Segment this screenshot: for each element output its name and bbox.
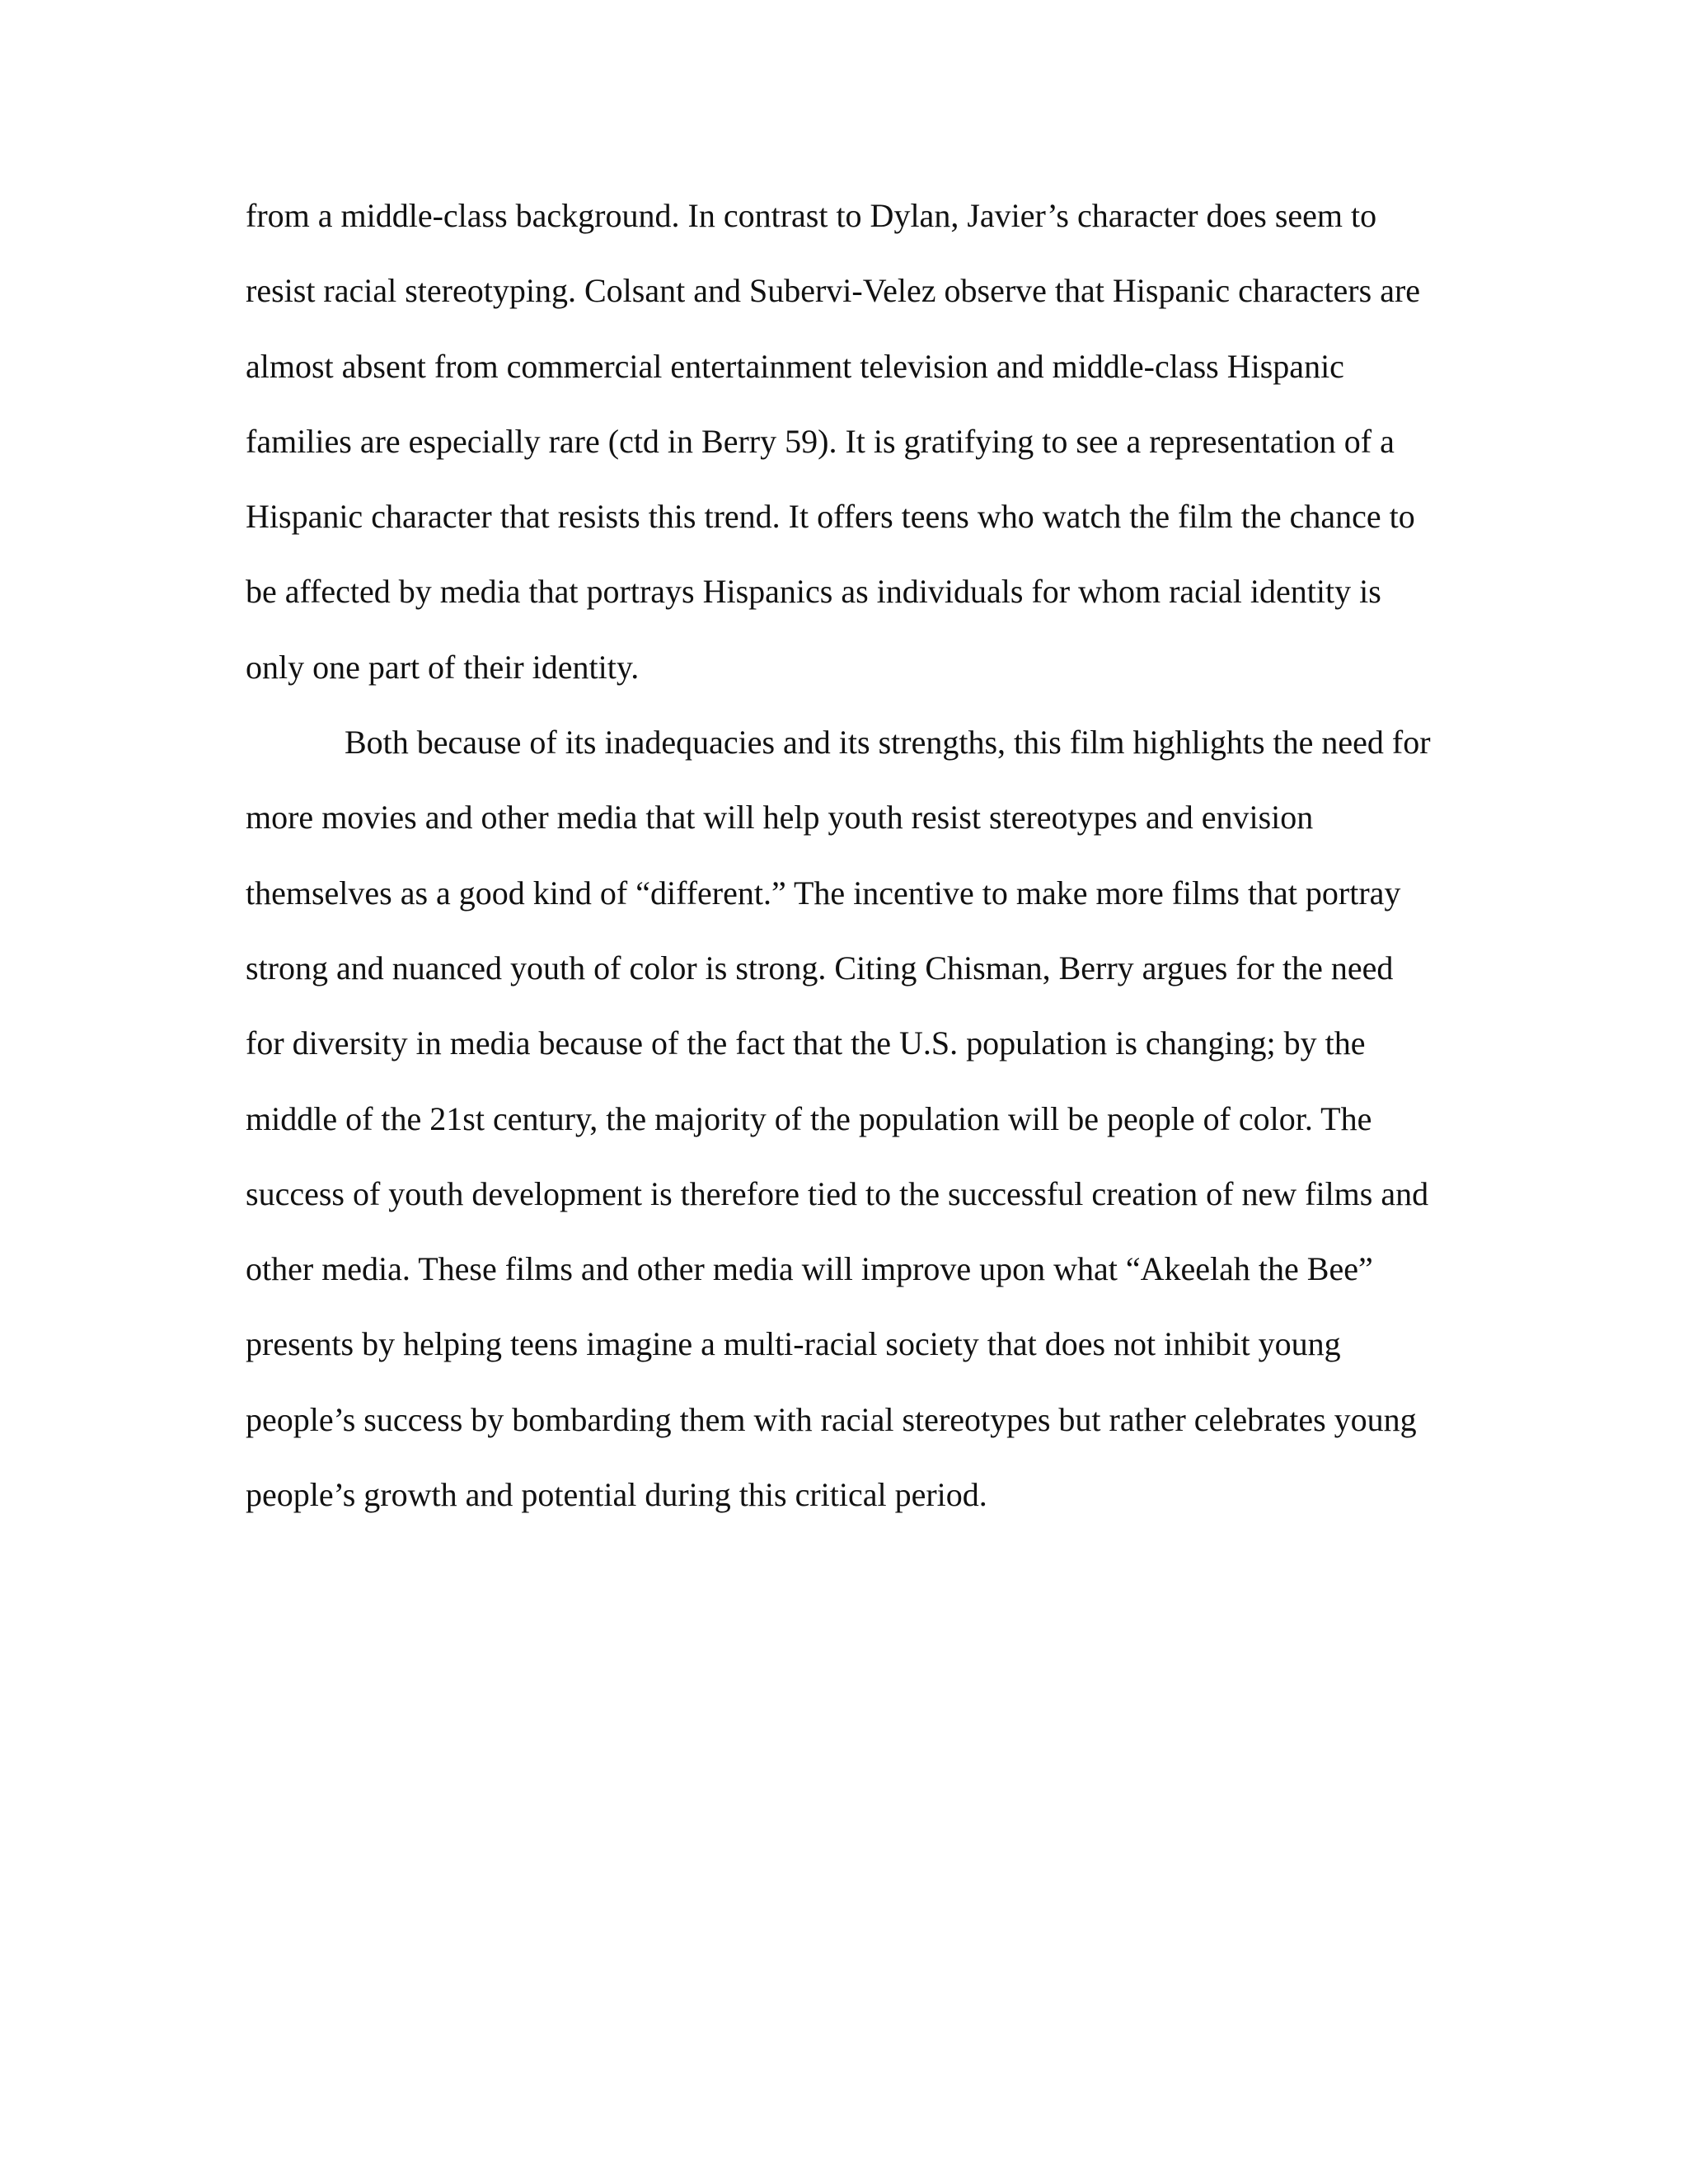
text-line: themselves as a good kind of “different.” The incentive to make more films that portray — [246, 874, 1401, 912]
text-line: more movies and other media that will help youth resist stereotypes and envision — [246, 799, 1314, 837]
paragraph-2 — [246, 719, 1457, 1547]
text-line: strong and nuanced youth of color is strong. Citing Chisman, Berry argues for the need — [246, 949, 1394, 987]
body-text — [246, 193, 1457, 1547]
text-line: presents by helping teens imagine a multi-racial society that does not inhibit young — [246, 1325, 1341, 1363]
text-line: Hispanic character that resists this trend. It offers teens who watch the film the chance to — [246, 498, 1415, 536]
text-line: resist racial stereotyping. Colsant and Subervi-Velez observe that Hispanic characters are — [246, 272, 1421, 310]
text-line: for diversity in media because of the fact that the U.S. population is changing; by the — [246, 1024, 1366, 1062]
paragraph-1 — [246, 193, 1457, 719]
text-line: people’s growth and potential during this critical period. — [246, 1476, 987, 1514]
text-line: families are especially rare (ctd in Berry 59). It is gratifying to see a representation of a — [246, 422, 1395, 460]
text-line: be affected by media that portrays Hispanics as individuals for whom racial identity is — [246, 573, 1381, 611]
text-line: success of youth development is therefore tied to the successful creation of new films and — [246, 1174, 1429, 1212]
text-line: from a middle-class background. In contrast to Dylan, Javier’s character does seem to — [246, 197, 1377, 234]
text-line: people’s success by bombarding them with racial stereotypes but rather celebrates young — [246, 1400, 1417, 1438]
text-line: middle of the 21st century, the majority of the population will be people of color. The — [246, 1099, 1372, 1137]
text-line: only one part of their identity. — [246, 648, 640, 686]
text-line: almost absent from commercial entertainment television and middle-class Hispanic — [246, 347, 1344, 385]
text-line: other media. These films and other media will improve upon what “Akeelah the Bee” — [246, 1250, 1373, 1288]
text-line-indented: Both because of its inadequacies and its strengths, this film highlights the need for — [345, 724, 1431, 762]
